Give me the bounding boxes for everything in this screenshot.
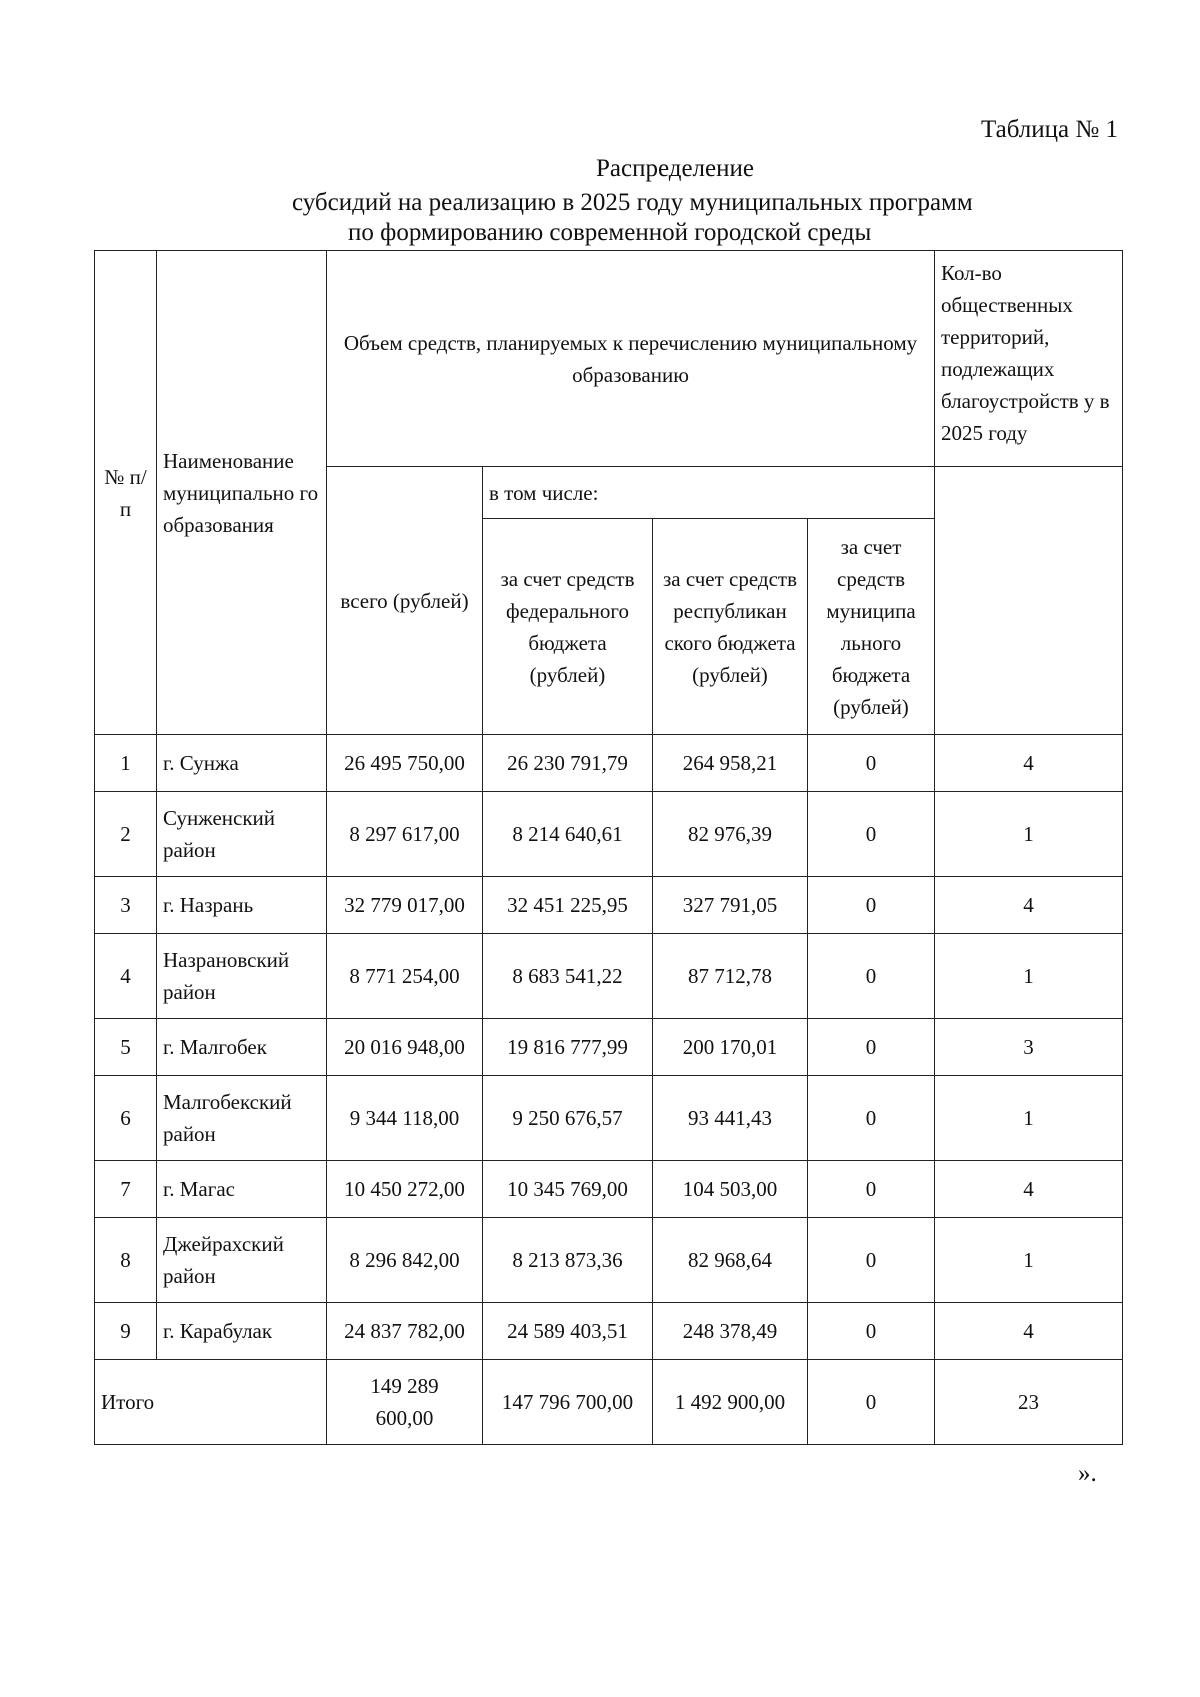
row-name: Назрановский район (157, 934, 327, 1019)
row-num: 5 (95, 1019, 157, 1076)
row-name: г. Малгобек (157, 1019, 327, 1076)
row-count: 1 (935, 934, 1123, 1019)
row-republic: 327 791,05 (653, 877, 808, 934)
totals-label: Итого (95, 1360, 327, 1445)
row-municipal: 0 (808, 792, 935, 877)
header-federal: за счет средств федерального бюджета (рублей) (483, 519, 653, 735)
header-including: в том числе: (483, 467, 935, 519)
row-total: 8 771 254,00 (327, 934, 483, 1019)
row-num: 6 (95, 1076, 157, 1161)
row-name: Джейрахский район (157, 1218, 327, 1303)
row-municipal: 0 (808, 1161, 935, 1218)
totals-total: 149 289 600,00 (327, 1360, 483, 1445)
row-name: г. Сунжа (157, 735, 327, 792)
row-federal: 26 230 791,79 (483, 735, 653, 792)
row-count: 1 (935, 792, 1123, 877)
row-num: 8 (95, 1218, 157, 1303)
row-federal: 8 683 541,22 (483, 934, 653, 1019)
row-municipal: 0 (808, 1076, 935, 1161)
table-number: Таблица № 1 (980, 116, 1118, 143)
table-row (95, 877, 1123, 934)
row-federal: 19 816 777,99 (483, 1019, 653, 1076)
row-total: 24 837 782,00 (327, 1303, 483, 1360)
row-name: Малгобекский район (157, 1076, 327, 1161)
row-num: 2 (95, 792, 157, 877)
row-municipal: 0 (808, 877, 935, 934)
row-total: 9 344 118,00 (327, 1076, 483, 1161)
header-republic: за счет средств республикан ского бюджета (рублей) (653, 519, 808, 735)
table-row (95, 1019, 1123, 1076)
row-name: Сунженский район (157, 792, 327, 877)
row-count: 1 (935, 1218, 1123, 1303)
totals-municipal: 0 (808, 1360, 935, 1445)
row-total: 32 779 017,00 (327, 877, 483, 934)
table-row (95, 735, 1123, 792)
row-municipal: 0 (808, 735, 935, 792)
header-municipal: за счет средств муниципа льного бюджета (рублей) (808, 519, 935, 735)
row-federal: 32 451 225,95 (483, 877, 653, 934)
header-volume: Объем средств, планируемых к перечислению муниципальному образованию (327, 251, 935, 467)
row-num: 7 (95, 1161, 157, 1218)
row-republic: 200 170,01 (653, 1019, 808, 1076)
row-count: 3 (935, 1019, 1123, 1076)
header-total: всего (рублей) (327, 467, 483, 735)
row-republic: 264 958,21 (653, 735, 808, 792)
row-count: 4 (935, 1161, 1123, 1218)
row-name: г. Карабулак (157, 1303, 327, 1360)
table-row (95, 1161, 1123, 1218)
row-republic: 104 503,00 (653, 1161, 808, 1218)
row-total: 8 296 842,00 (327, 1218, 483, 1303)
row-republic: 82 976,39 (653, 792, 808, 877)
totals-federal: 147 796 700,00 (483, 1360, 653, 1445)
header-count: Кол-во общественных территорий, подлежащих благоустройств у в 2025 году (935, 251, 1123, 467)
row-municipal: 0 (808, 1218, 935, 1303)
subsidy-table (94, 250, 1123, 1445)
row-federal: 8 213 873,36 (483, 1218, 653, 1303)
totals-count: 23 (935, 1360, 1123, 1445)
row-federal: 24 589 403,51 (483, 1303, 653, 1360)
row-municipal: 0 (808, 934, 935, 1019)
row-num: 4 (95, 934, 157, 1019)
row-municipal: 0 (808, 1019, 935, 1076)
row-name: г. Магас (157, 1161, 327, 1218)
row-federal: 8 214 640,61 (483, 792, 653, 877)
row-republic: 82 968,64 (653, 1218, 808, 1303)
row-num: 1 (95, 735, 157, 792)
row-count: 1 (935, 1076, 1123, 1161)
totals-republic: 1 492 900,00 (653, 1360, 808, 1445)
table-row (95, 934, 1123, 1019)
table-row (95, 792, 1123, 877)
row-num: 3 (95, 877, 157, 934)
table-row (95, 1218, 1123, 1303)
header-num: № п/п (95, 251, 157, 735)
row-total: 20 016 948,00 (327, 1019, 483, 1076)
header-count-empty (935, 467, 1123, 735)
totals-row (95, 1360, 1123, 1445)
row-republic: 87 712,78 (653, 934, 808, 1019)
row-num: 9 (95, 1303, 157, 1360)
title-line-2: субсидий на реализацию в 2025 году муниципальных программ (292, 189, 973, 216)
row-republic: 93 441,43 (653, 1076, 808, 1161)
table-row (95, 1303, 1123, 1360)
row-name: г. Назрань (157, 877, 327, 934)
row-federal: 9 250 676,57 (483, 1076, 653, 1161)
row-municipal: 0 (808, 1303, 935, 1360)
title-line-3: по формированию современной городской среды (348, 219, 872, 246)
title-line-1: Распределение (596, 155, 754, 182)
row-count: 4 (935, 735, 1123, 792)
end-mark: ». (1078, 1460, 1097, 1487)
row-republic: 248 378,49 (653, 1303, 808, 1360)
header-name: Наименование муниципально го образования (157, 251, 327, 735)
row-total: 10 450 272,00 (327, 1161, 483, 1218)
row-total: 8 297 617,00 (327, 792, 483, 877)
row-count: 4 (935, 877, 1123, 934)
table-row (95, 1076, 1123, 1161)
row-total: 26 495 750,00 (327, 735, 483, 792)
row-count: 4 (935, 1303, 1123, 1360)
row-federal: 10 345 769,00 (483, 1161, 653, 1218)
